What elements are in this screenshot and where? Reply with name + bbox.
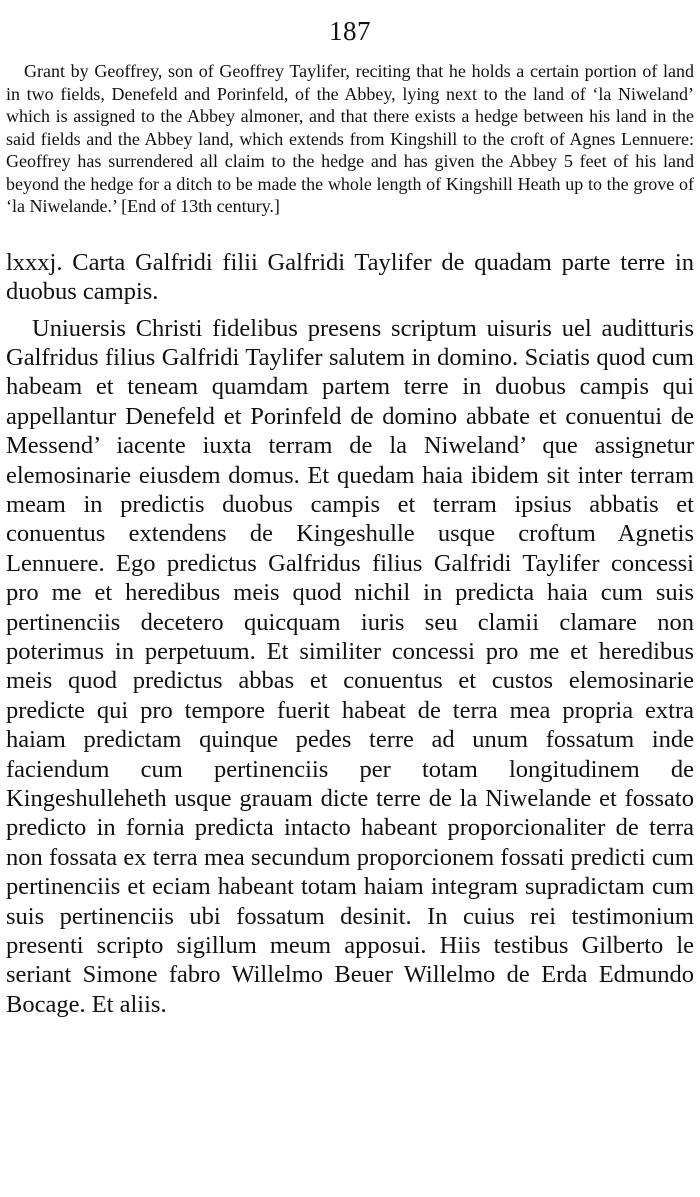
english-summary: Grant by Geoffrey, son of Geoffrey Taylifer, reciting that he holds a certain portion of land in two fields, Denefeld and Porinfeld, of the Abbey, lying next to the land of ‘la Niweland’ which is assigned to the Abbey almoner, and that there exists a hedge between his land in the said fields and the Abbey land, which extends from Kingshill to the croft of Agnes Lennuere: Geoffrey has surrendered all claim to the hedge and has given the Abbey 5 feet of his land beyond the hedge for a ditch to be made the whole length of Kingshill Heath up to the grove of ‘la Niwelande.’ [End of 13th century.] <box>6 61 694 216</box>
charter-latin-text: Uniuersis Christi fidelibus presens scriptum uisuris uel auditturis Galfridus filius Galfridi Taylifer salutem in domino. Sciatis quod cum habeam et teneam quamdam partem terre in duobus campis qui appellantur Denefeld et Porinfeld de domino abbate et conuentui de Messend’ iacente iuxta terram de la Niweland’ que assignetur elemosinarie eiusdem domus. Et quedam haia ibidem sit inter terram meam in predictis duobus campis et terram ipsius abbatis et conuentus extendens de Kingeshulle usque croftum Agnetis Lennuere. Ego predictus Galfridus filius Galfridi Taylifer concessi pro me et heredibus meis quod nichil in predicta haia cum suis pertinenciis decetero quicquam iuris seu clamii clamare non poterimus in perpetuum. Et similiter concessi pro me et heredibus meis quod predictus abbas et conuentus et custos elemosinarie predicte qui pro tempore fuerit habeat de terra mea propria extra haiam predictam quinque pedes terre ad unum fossatum inde faciendum cum pertinenciis per totam longitudinem de Kingeshulleheth usque grauam dicte terre de la Niwelande et fossato predicto in fornia predicta intacto habeant proporcionaliter de terra non fossata ex terra mea secundum proporcionem fossati predicti cum pertinenciis et eciam habeant totam haiam integram supradictam cum suis pertinenciis ubi fossatum desinit. In cuius rei testimonium presenti scripto sigillum meum apposui. Hiis testibus Gilberto le seriant Simone fabro Willelmo Beuer Willelmo de Erda Edmundo Bocage. Et aliis. <box>6 314 694 1018</box>
charter-heading: lxxxj. Carta Galfridi filii Galfridi Taylifer de quadam parte terre in duobus campis. <box>6 248 694 305</box>
document-page <box>6 14 694 1019</box>
page-number: 187 <box>329 16 371 46</box>
